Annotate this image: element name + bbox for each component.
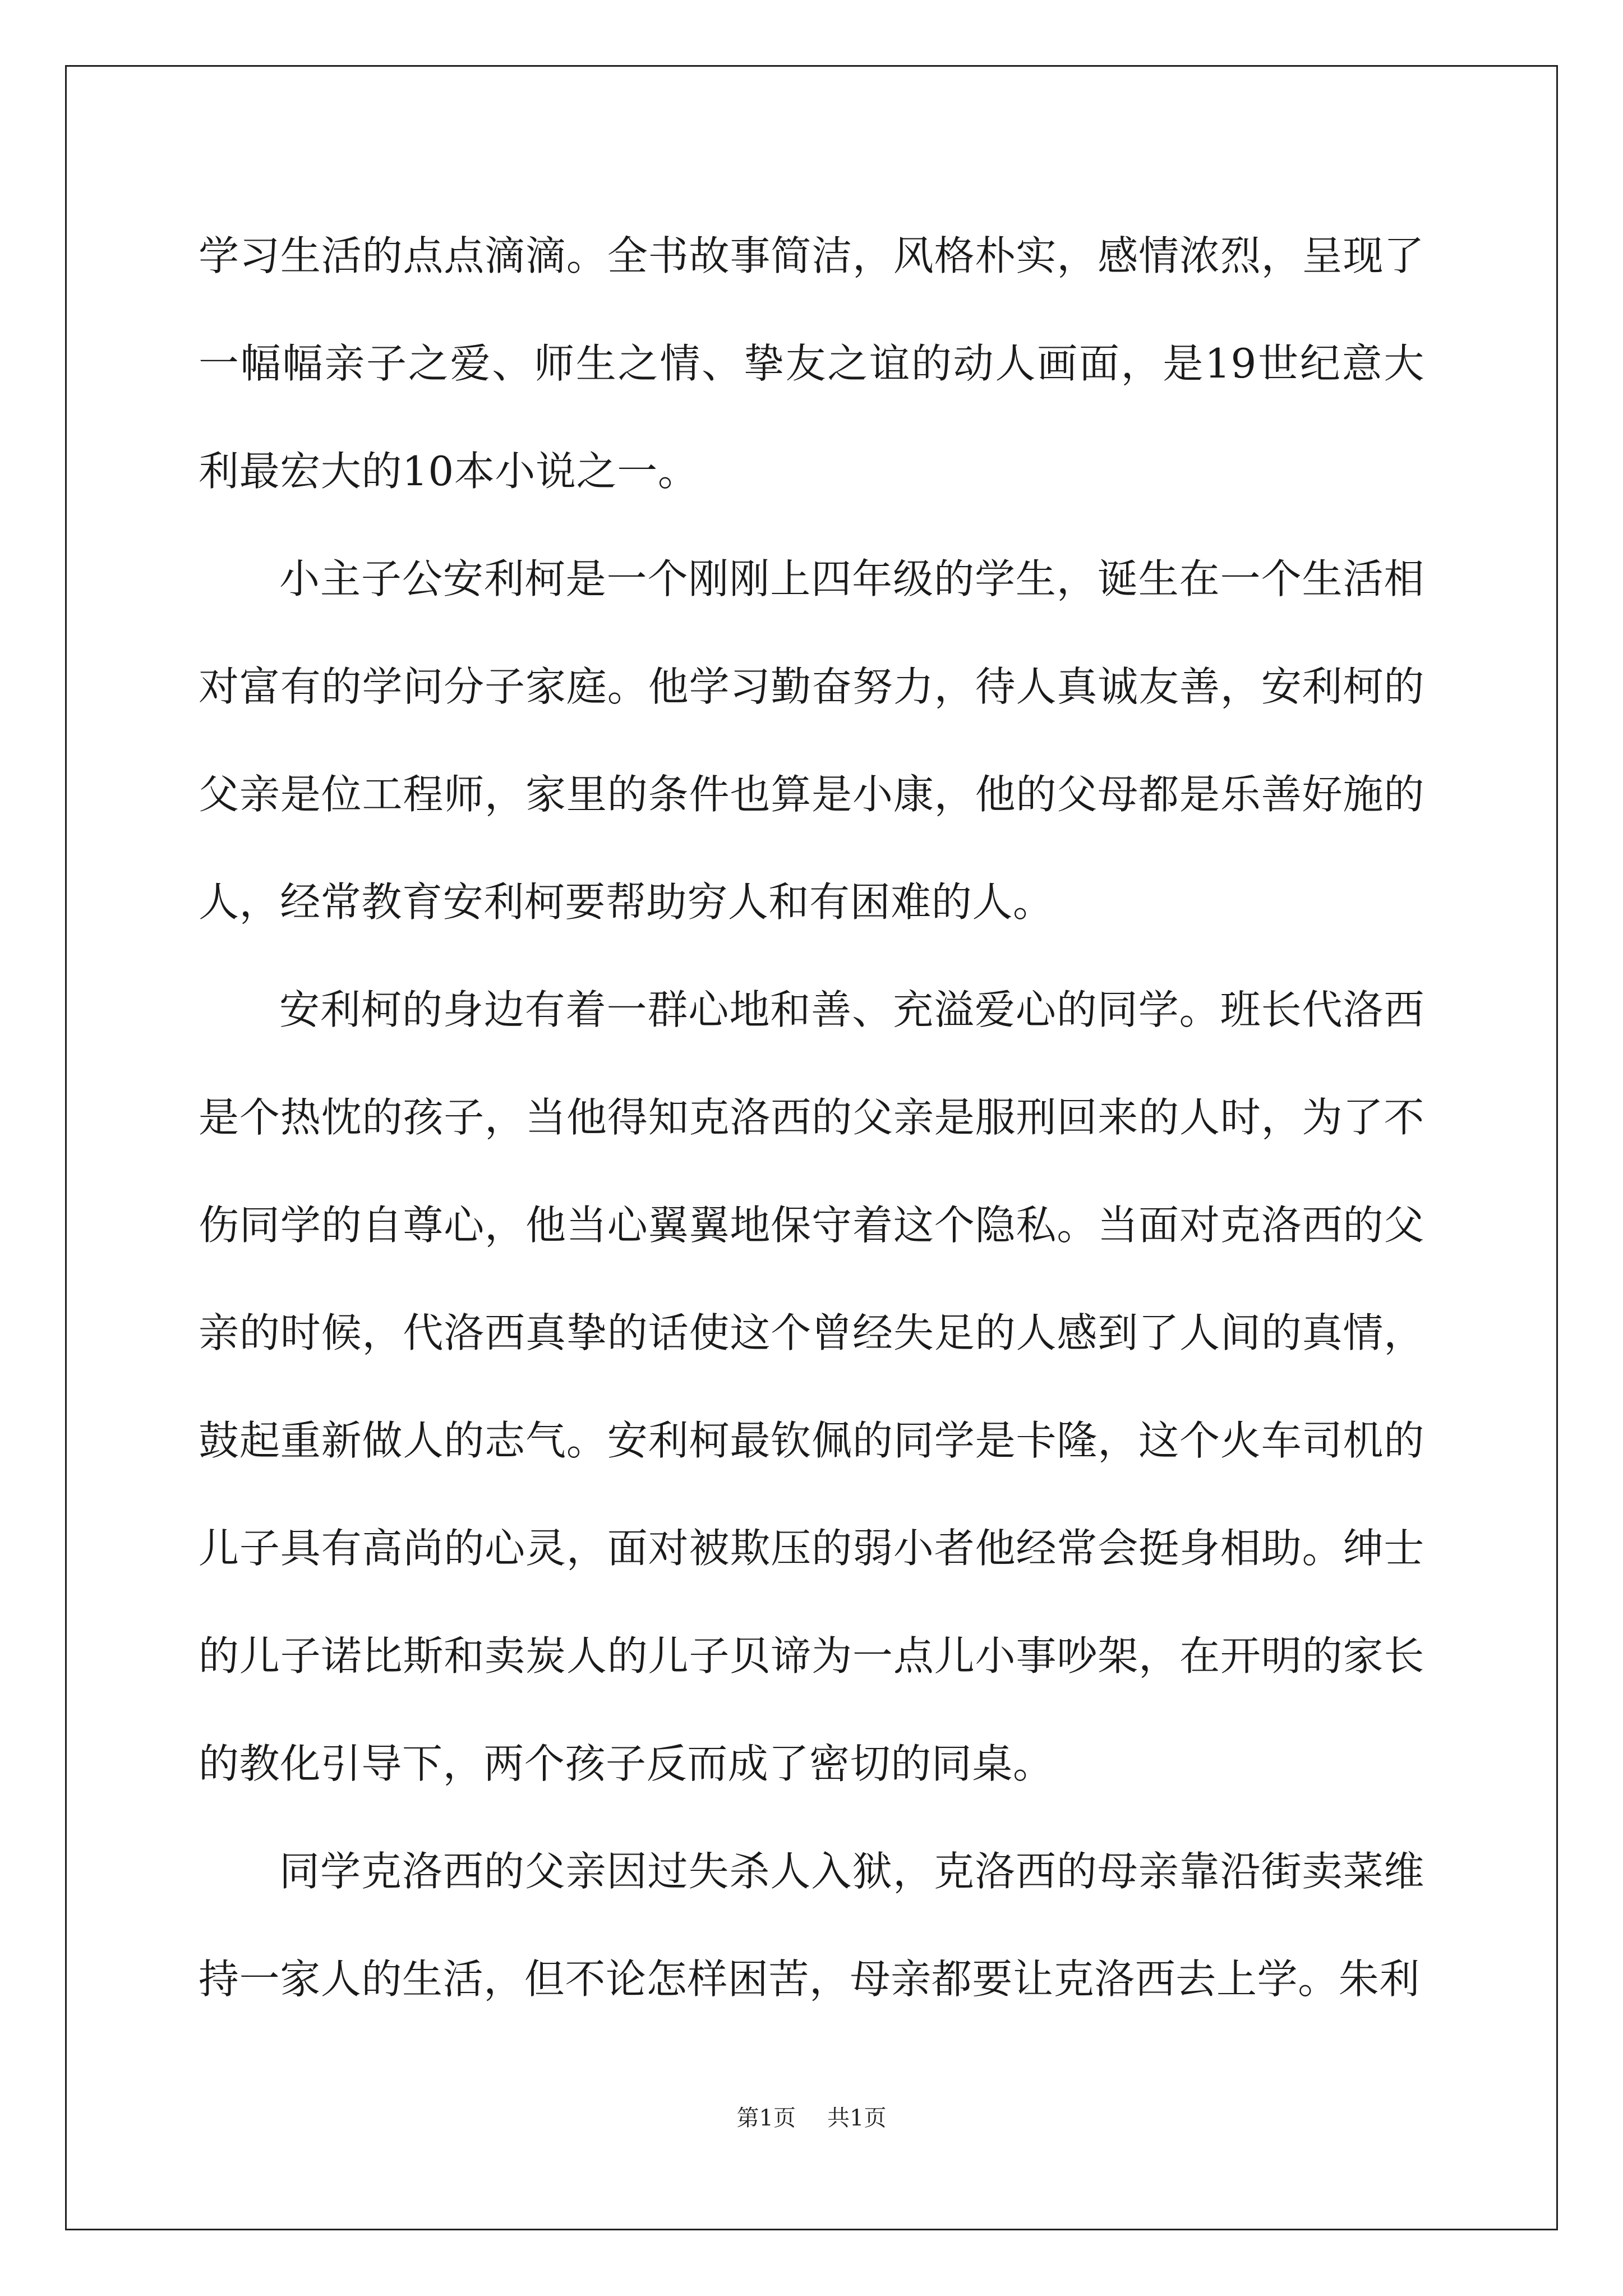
paragraph: 同学克洛西的父亲因过失杀人入狱，克洛西的母亲靠沿街卖菜维持一家人的生活，但不论怎样困苦，母亲都要让克洛西去上学。朱利 xyxy=(199,1848,1424,2003)
paragraph: 学习生活的点点滴滴。全书故事简洁，风格朴实，感情浓烈，呈现了一幅幅亲子之爱、师生之情、挚友之谊的动人画面，是19世纪意大利最宏大的10本小说之一。 xyxy=(199,232,1424,495)
page-number: 第1页 xyxy=(736,2105,796,2131)
page-footer xyxy=(0,2102,1623,2134)
paragraph: 小主子公安利柯是一个刚刚上四年级的学生，诞生在一个生活相对富有的学问分子家庭。他学习勤奋努力，待人真诚友善，安利柯的父亲是位工程师，家里的条件也算是小康，他的父母都是乐善好施的人，经常教育安利柯要帮助穷人和有困难的人。 xyxy=(199,555,1424,926)
document-body xyxy=(199,202,1424,2033)
paragraph: 安利柯的身边有着一群心地和善、充溢爱心的同学。班长代洛西是个热忱的孩子，当他得知克洛西的父亲是服刑回来的人时，为了不伤同学的自尊心，他当心翼翼地保守着这个隐私。当面对克洛西的父亲的时候，代洛西真挚的话使这个曾经失足的人感到了人间的真情，鼓起重新做人的志气。安利柯最钦佩的同学是卡隆，这个火车司机的儿子具有高尚的心灵，面对被欺压的弱小者他经常会挺身相助。绅士的儿子诺比斯和卖炭人的儿子贝谛为一点儿小事吵架，在开明的家长的教化引导下，两个孩子反而成了密切的同桌。 xyxy=(199,986,1424,1787)
page-total: 共1页 xyxy=(827,2105,887,2131)
